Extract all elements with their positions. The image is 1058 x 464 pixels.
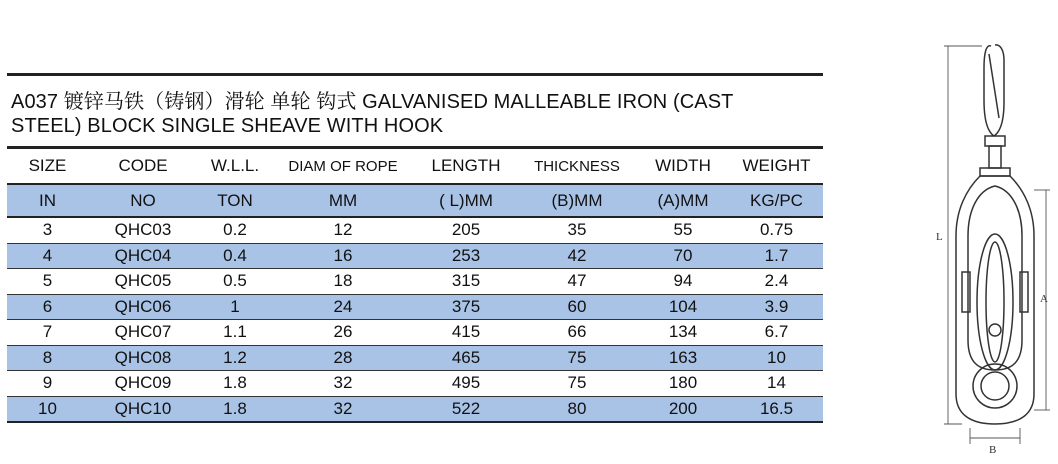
cell-width: 134 xyxy=(636,320,730,346)
cell-size: 5 xyxy=(7,269,88,295)
table-row xyxy=(7,217,823,243)
cell-thickness: 75 xyxy=(518,345,636,371)
table-row xyxy=(7,345,823,371)
cell-wll: 1.8 xyxy=(198,396,272,422)
sheave-groove xyxy=(986,242,1004,362)
cell-weight: 14 xyxy=(730,371,823,397)
cell-width: 70 xyxy=(636,243,730,269)
cell-wll: 0.2 xyxy=(198,217,272,243)
cell-width: 163 xyxy=(636,345,730,371)
product-title xyxy=(7,76,823,138)
cell-thickness: 42 xyxy=(518,243,636,269)
cell-length: 205 xyxy=(414,217,518,243)
cell-weight: 1.7 xyxy=(730,243,823,269)
header-thickness: THICKNESS xyxy=(534,157,620,175)
cell-wll: 1.1 xyxy=(198,320,272,346)
cell-size: 8 xyxy=(7,345,88,371)
cell-thickness: 60 xyxy=(518,294,636,320)
cell-length: 253 xyxy=(414,243,518,269)
cell-code: QHC08 xyxy=(88,345,198,371)
cell-size: 3 xyxy=(7,217,88,243)
cell-wll: 0.4 xyxy=(198,243,272,269)
cell-size: 10 xyxy=(7,396,88,422)
table-row xyxy=(7,371,823,397)
cell-wll: 1.2 xyxy=(198,345,272,371)
table-row xyxy=(7,320,823,346)
swivel-cap xyxy=(980,168,1010,176)
cell-diam-of-rope: 32 xyxy=(272,371,414,397)
spec-table xyxy=(7,149,823,423)
cell-weight: 6.7 xyxy=(730,320,823,346)
cell-thickness: 75 xyxy=(518,371,636,397)
swivel-collar xyxy=(985,136,1005,146)
cell-code: QHC03 xyxy=(88,217,198,243)
cell-thickness: 47 xyxy=(518,269,636,295)
cell-weight: 3.9 xyxy=(730,294,823,320)
axle-pin xyxy=(989,324,1001,336)
unit-wll: TON xyxy=(198,184,272,217)
length-label: L xyxy=(936,231,943,243)
unit-size: IN xyxy=(7,184,88,217)
cell-length: 495 xyxy=(414,371,518,397)
table-row xyxy=(7,294,823,320)
table-row xyxy=(7,396,823,422)
cell-weight: 2.4 xyxy=(730,269,823,295)
cell-width: 180 xyxy=(636,371,730,397)
cell-length: 375 xyxy=(414,294,518,320)
cell-thickness: 80 xyxy=(518,396,636,422)
unit-diam-of-rope: MM xyxy=(272,184,414,217)
cell-wll: 0.5 xyxy=(198,269,272,295)
thickness-label: B xyxy=(989,444,997,456)
cell-diam-of-rope: 26 xyxy=(272,320,414,346)
cell-code: QHC10 xyxy=(88,396,198,422)
cell-length: 522 xyxy=(414,396,518,422)
left-boss xyxy=(962,272,970,312)
cell-diam-of-rope: 16 xyxy=(272,243,414,269)
cell-width: 94 xyxy=(636,269,730,295)
hook-latch xyxy=(989,54,999,118)
cell-weight: 16.5 xyxy=(730,396,823,422)
cell-width: 104 xyxy=(636,294,730,320)
bottom-eye-inner xyxy=(981,372,1009,400)
cell-weight: 0.75 xyxy=(730,217,823,243)
cell-wll: 1.8 xyxy=(198,371,272,397)
cell-length: 315 xyxy=(414,269,518,295)
cell-diam-of-rope: 32 xyxy=(272,396,414,422)
cell-code: QHC06 xyxy=(88,294,198,320)
cell-diam-of-rope: 18 xyxy=(272,269,414,295)
cell-weight: 10 xyxy=(730,345,823,371)
pulley-block-drawing xyxy=(922,40,1054,460)
sheave xyxy=(977,234,1013,370)
right-boss xyxy=(1020,272,1028,312)
spec-table-body xyxy=(7,217,823,422)
units-row xyxy=(7,184,823,217)
header-row xyxy=(7,149,823,184)
header-width: WIDTH xyxy=(655,156,711,175)
header-size: SIZE xyxy=(28,156,67,175)
cell-thickness: 66 xyxy=(518,320,636,346)
cell-width: 55 xyxy=(636,217,730,243)
header-length: LENGTH xyxy=(431,156,501,175)
product-spec-sheet xyxy=(7,73,823,423)
cell-code: QHC09 xyxy=(88,371,198,397)
cell-diam-of-rope: 24 xyxy=(272,294,414,320)
title-line-1: A037 镀锌马铁（铸钢）滑轮 单轮 钩式 GALVANISED MALLEABLE IRON (CAST xyxy=(11,91,734,113)
cell-size: 7 xyxy=(7,320,88,346)
table-row xyxy=(7,269,823,295)
table-row xyxy=(7,243,823,269)
header-wll: W.L.L. xyxy=(210,156,260,175)
inner-frame xyxy=(968,186,1022,370)
cell-length: 415 xyxy=(414,320,518,346)
swivel-shank xyxy=(989,146,1001,168)
cell-code: QHC07 xyxy=(88,320,198,346)
unit-width: (A)MM xyxy=(636,184,730,217)
cell-code: QHC04 xyxy=(88,243,198,269)
cell-length: 465 xyxy=(414,345,518,371)
header-diam-of-rope: DIAM OF ROPE xyxy=(288,157,398,175)
header-weight: WEIGHT xyxy=(742,156,811,175)
cell-diam-of-rope: 28 xyxy=(272,345,414,371)
cell-width: 200 xyxy=(636,396,730,422)
header-code: CODE xyxy=(118,156,168,175)
unit-code: NO xyxy=(88,184,198,217)
cell-diam-of-rope: 12 xyxy=(272,217,414,243)
cell-size: 4 xyxy=(7,243,88,269)
cell-size: 9 xyxy=(7,371,88,397)
cell-size: 6 xyxy=(7,294,88,320)
width-label: A xyxy=(1040,293,1048,305)
title-line-2: STEEL) BLOCK SINGLE SHEAVE WITH HOOK xyxy=(11,115,444,137)
cell-wll: 1 xyxy=(198,294,272,320)
cell-code: QHC05 xyxy=(88,269,198,295)
cell-thickness: 35 xyxy=(518,217,636,243)
unit-length: ( L)MM xyxy=(414,184,518,217)
unit-thickness: (B)MM xyxy=(518,184,636,217)
unit-weight: KG/PC xyxy=(730,184,823,217)
